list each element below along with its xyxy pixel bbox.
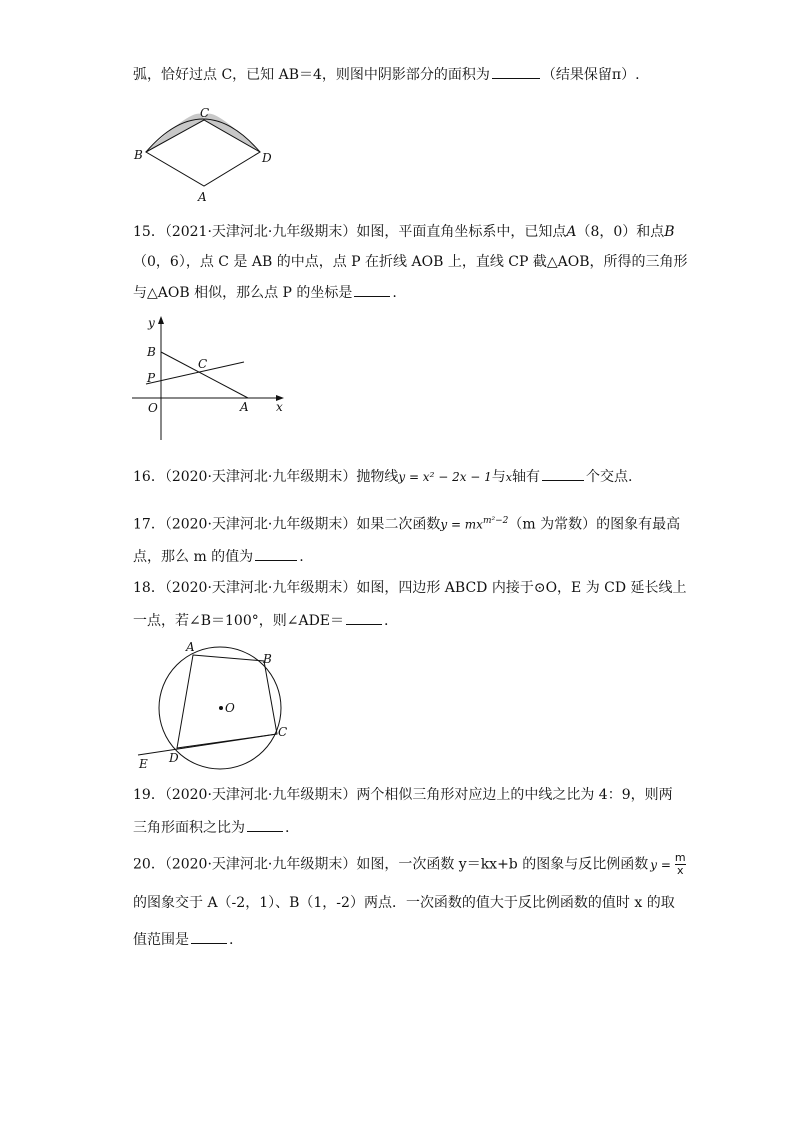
label-a: A [240, 400, 249, 414]
q19-line-2: 三角形面积之比为 . [133, 817, 289, 838]
q15-answer-blank[interactable] [354, 282, 390, 297]
q17-answer-blank[interactable] [255, 546, 297, 561]
q17-line-2: 点，那么 m 的值为 . [133, 546, 304, 567]
q14-answer-blank[interactable] [492, 64, 540, 79]
label-b: B [134, 148, 143, 162]
q15-line-1: 15．（2021·天津河北·九年级期末）如图，平面直角坐标系中，已知点A（8，0）和点B [133, 224, 675, 240]
q17-exponent: m²−2 [482, 516, 509, 526]
q16-line: 16．（2020·天津河北·九年级期末）抛物线y = x² − 2x − 1与x轴有 个交点. [133, 466, 632, 488]
label-x: x [276, 400, 283, 414]
q20-line-2: 的图象交于 A（-2，1）、B（1，-2）两点．一次函数的值大于反比例函数的值时 x 的取 [133, 895, 675, 911]
label-b: B [263, 652, 272, 666]
label-c: C [200, 106, 210, 120]
label-b: B [147, 345, 156, 359]
arc-bd [146, 119, 260, 152]
label-a: A [186, 640, 195, 654]
center-point-o [219, 706, 223, 710]
q19-line-1: 19．（2020·天津河北·九年级期末）两个相似三角形对应边上的中线之比为 4：9，则两 [133, 787, 673, 803]
q17-formula: y = mx [440, 517, 483, 532]
q15-line-3: 与△AOB 相似，那么点 P 的坐标是 . [133, 282, 397, 303]
label-c: C [198, 357, 208, 371]
figure-15-coordinate-plane [128, 312, 298, 446]
q18-line-2: 一点，若∠B＝100°，则∠ADE＝ . [133, 610, 388, 631]
q20-answer-blank[interactable] [191, 929, 227, 944]
q20-line-3: 值范围是 . [133, 929, 233, 950]
label-e: E [139, 757, 148, 771]
rhombus-abcd [146, 120, 260, 186]
label-d: D [169, 751, 179, 765]
line-cd-extended [138, 734, 277, 755]
label-d: D [262, 151, 272, 165]
shaded-region-right [204, 114, 260, 152]
q16-formula: y = x² − 2x − 1 [398, 470, 492, 484]
label-o: O [148, 401, 158, 415]
q18-line-1: 18．（2020·天津河北·九年级期末）如图，四边形 ABCD 内接于⊙O，E 为 CD 延长线上 [133, 580, 687, 596]
q16-answer-blank[interactable] [542, 466, 584, 481]
q20-fraction-denominator: x [676, 864, 684, 877]
label-a: A [198, 190, 207, 204]
q20-fraction-numerator: m [674, 851, 686, 864]
q14-line-1: 弧，恰好过点 C，已知 AB＝4，则图中阴影部分的面积为 （结果保留π）. [133, 64, 640, 85]
q17-line-1: 17．（2020·天津河北·九年级期末）如果二次函数$y = mx^{m^2-2}(m$ 为常数）的图象有最高 [133, 516, 681, 533]
figure-18-inscribed-quadrilateral [130, 638, 310, 774]
q18-answer-blank[interactable] [346, 610, 382, 625]
y-axis-arrow [158, 316, 164, 324]
q20-fraction [675, 852, 686, 877]
label-p: P [147, 371, 156, 385]
label-o: O [225, 701, 235, 715]
label-y: y [148, 316, 155, 330]
figure-14-rhombus [128, 106, 288, 206]
q19-answer-blank[interactable] [247, 817, 283, 832]
q20-line-1: 20．（2020·天津河北·九年级期末）如图，一次函数 y＝kx+b 的图象与反比例函数 y = $\frac{m}{x}$ [133, 851, 686, 877]
q15-line-2: （0，6），点 C 是 AB 的中点，点 P 在折线 AOB 上，直线 CP 截△AOB，所得的三角形 [133, 254, 688, 270]
label-c: C [278, 725, 288, 739]
